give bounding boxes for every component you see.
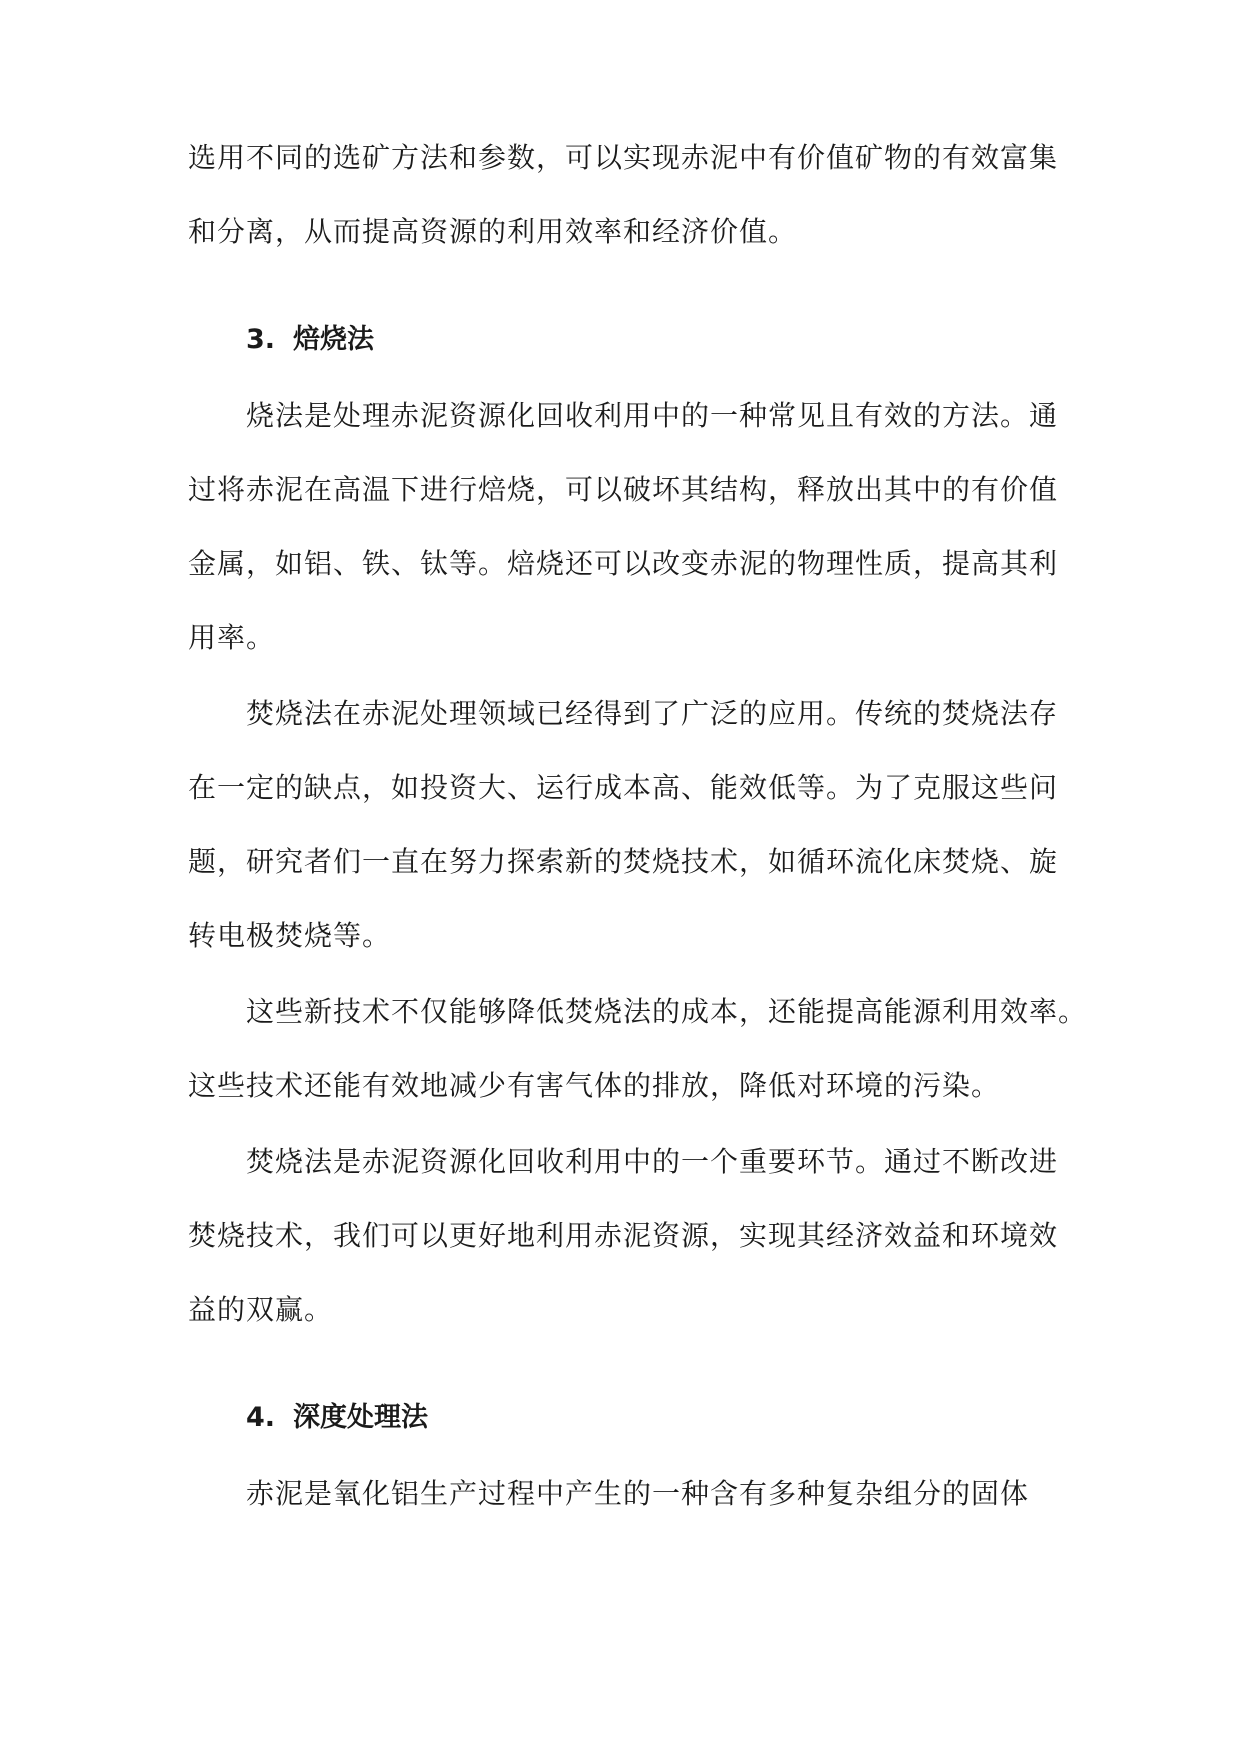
text-line: 选用不同的选矿方法和参数，可以实现赤泥中有价值矿物的有效富集 (188, 141, 1059, 174)
paragraph (188, 396, 1059, 658)
paragraph (188, 992, 1088, 1106)
section-title: 焙烧法 (293, 324, 375, 355)
text-line: 题，研究者们一直在努力探索新的焚烧技术，如循环流化床焚烧、旋 (188, 845, 1059, 878)
section-title: 深度处理法 (293, 1402, 429, 1433)
section-heading-4 (188, 1398, 1052, 1438)
text-line: 焚烧技术，我们可以更好地利用赤泥资源，实现其经济效益和环境效 (188, 1219, 1059, 1252)
text-line: 这些技术还能有效地减少有害气体的排放，降低对环境的污染。 (188, 1069, 1001, 1102)
text-line: 焚烧法在赤泥处理领域已经得到了广泛的应用。传统的焚烧法存 (246, 697, 1059, 730)
text-line: 过将赤泥在高温下进行焙烧，可以破坏其结构，释放出其中的有价值 (188, 473, 1059, 506)
text-line: 这些新技术不仅能够降低焚烧法的成本，还能提高能源利用效率。 (246, 995, 1088, 1028)
text-line: 金属，如铝、铁、钛等。焙烧还可以改变赤泥的物理性质，提高其利 (188, 547, 1059, 580)
paragraph (188, 1474, 1052, 1514)
section-heading-3 (188, 320, 1052, 360)
text-line: 用率。 (188, 621, 276, 654)
text-line: 赤泥是氧化铝生产过程中产生的一种含有多种复杂组分的固体 (246, 1477, 1030, 1510)
text-line: 在一定的缺点，如投资大、运行成本高、能效低等。为了克服这些问 (188, 771, 1059, 804)
section-number: 3. (246, 324, 276, 355)
text-line: 烧法是处理赤泥资源化回收利用中的一种常见且有效的方法。通 (246, 399, 1059, 432)
paragraph (188, 694, 1059, 956)
section-number: 4. (246, 1402, 276, 1433)
paragraph-intro (188, 138, 1059, 252)
text-line: 转电极焚烧等。 (188, 919, 392, 952)
paragraph (188, 1142, 1059, 1330)
text-line: 焚烧法是赤泥资源化回收利用中的一个重要环节。通过不断改进 (246, 1145, 1059, 1178)
document-body (188, 138, 1088, 1514)
text-line: 和分离，从而提高资源的利用效率和经济价值。 (188, 215, 798, 248)
text-line: 益的双赢。 (188, 1293, 334, 1326)
